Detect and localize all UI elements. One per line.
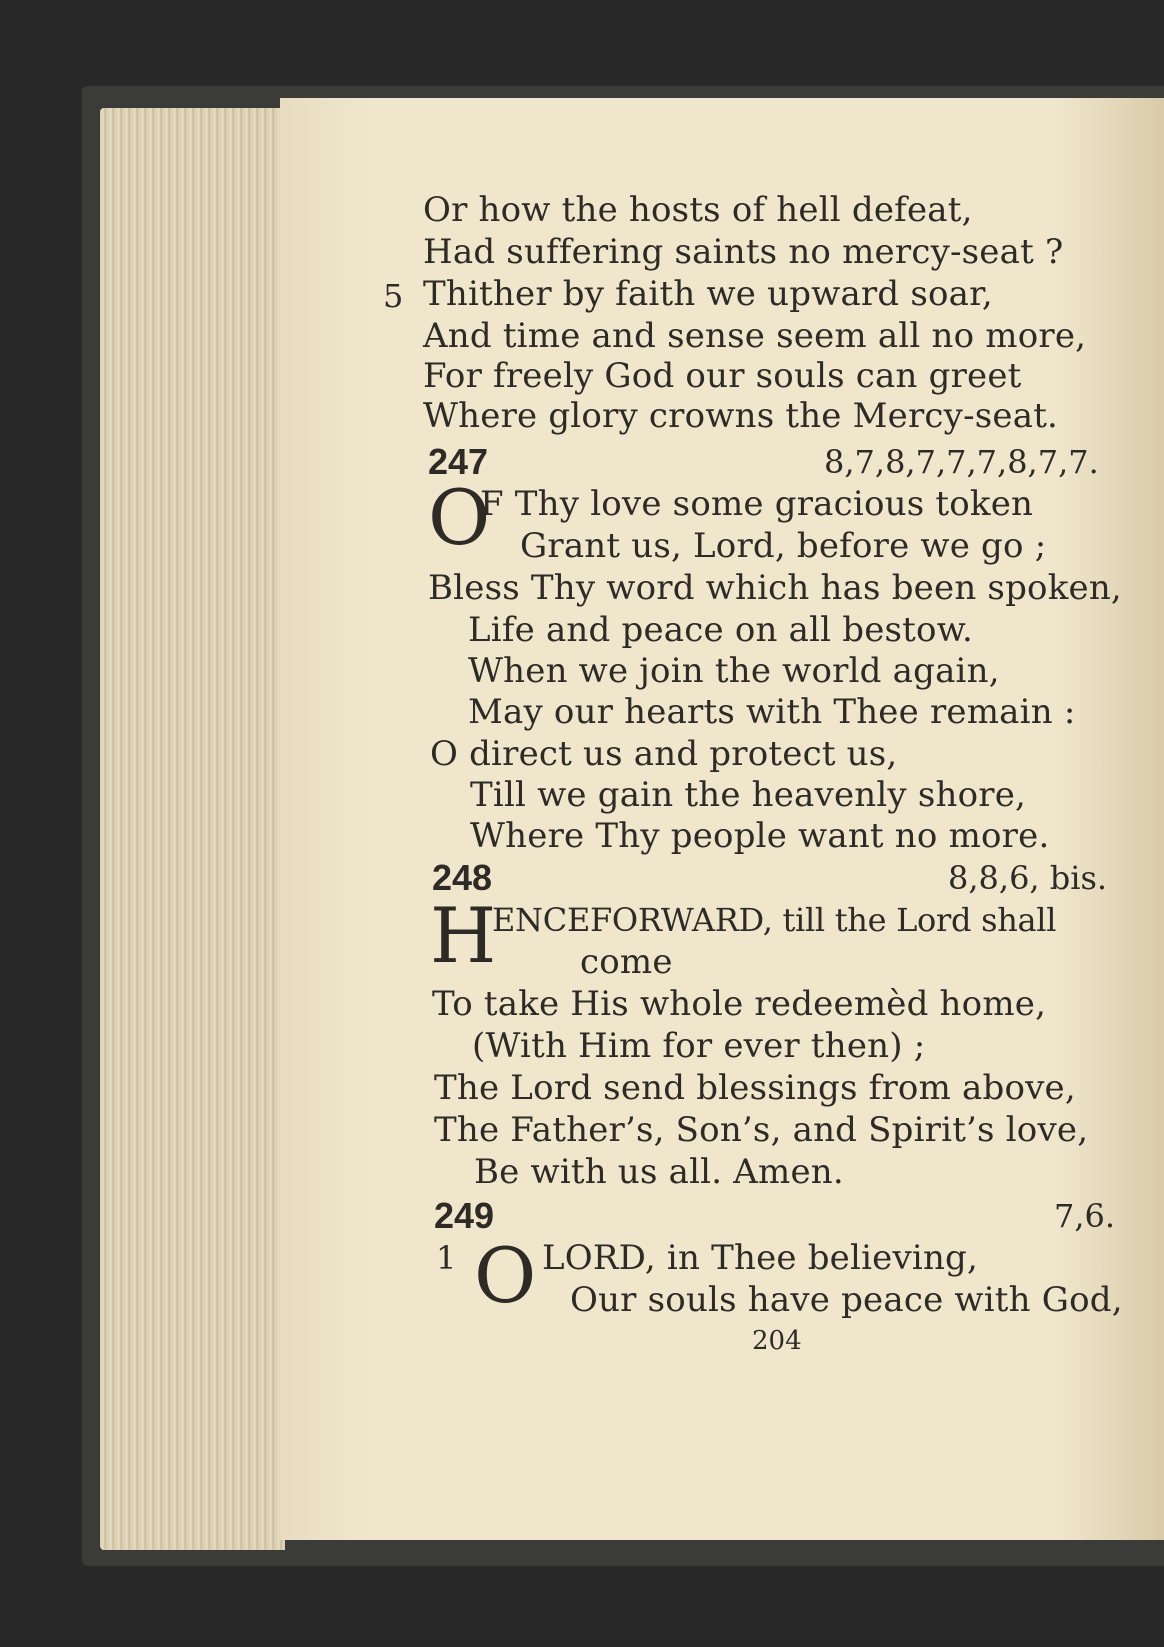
text-line: Life and peace on all bestow. bbox=[468, 610, 973, 650]
text-line: Or how the hosts of hell defeat, bbox=[423, 190, 973, 230]
hymn-number: 247 bbox=[428, 441, 489, 482]
text-line: When we join the world again, bbox=[468, 651, 1000, 691]
text-line: The Lord send blessings from above, bbox=[434, 1068, 1076, 1108]
drop-cap: O bbox=[474, 1231, 537, 1320]
text-line: Where Thy people want no more. bbox=[470, 816, 1050, 856]
book-page bbox=[280, 98, 1164, 1540]
text-line: come bbox=[580, 942, 673, 982]
text-line: Where glory crowns the Mercy-seat. bbox=[423, 396, 1059, 436]
text-line: Grant us, Lord, before we go ; bbox=[520, 526, 1047, 566]
hymn-meter: 8,7,8,7,7,7,8,7,7. bbox=[824, 443, 1099, 481]
text-line: Bless Thy word which has been spoken, bbox=[428, 568, 1122, 608]
text-line: LORD, in Thee believing, bbox=[542, 1238, 979, 1278]
verse-number: 5 bbox=[383, 277, 404, 315]
text-line: F Thy love some gracious token bbox=[480, 484, 1034, 524]
text-line: O direct us and protect us, bbox=[430, 734, 898, 774]
text-line: For freely God our souls can greet bbox=[423, 356, 1022, 396]
text-line: The Father’s, Son’s, and Spirit’s love, bbox=[434, 1110, 1089, 1150]
text-line: May our hearts with Thee remain : bbox=[468, 692, 1076, 732]
page-edges bbox=[100, 108, 285, 1550]
page-number: 204 bbox=[752, 1326, 802, 1356]
hymn-number: 248 bbox=[432, 857, 493, 898]
text-line: Thither by faith we upward soar, bbox=[423, 274, 993, 314]
hymn-meter: 8,8,6, bis. bbox=[948, 859, 1108, 897]
text-line: ENCEFORWARD, till the Lord shall bbox=[492, 901, 1057, 939]
text-line: And time and sense seem all no more, bbox=[423, 316, 1087, 356]
hymn-meter: 7,6. bbox=[1054, 1197, 1116, 1235]
text-line: Our souls have peace with God, bbox=[570, 1280, 1123, 1320]
drop-cap: H bbox=[430, 891, 497, 980]
verse-number: 1 bbox=[436, 1239, 457, 1277]
drop-cap: O bbox=[428, 473, 491, 562]
text-line: (With Him for ever then) ; bbox=[472, 1026, 926, 1066]
hymn-number: 249 bbox=[434, 1195, 495, 1236]
text-line: Had suffering saints no mercy-seat ? bbox=[423, 232, 1064, 272]
text-line: Till we gain the heavenly shore, bbox=[470, 775, 1027, 815]
text-line: Be with us all. Amen. bbox=[474, 1152, 844, 1192]
text-line: To take His whole redeemèd home, bbox=[432, 984, 1047, 1024]
